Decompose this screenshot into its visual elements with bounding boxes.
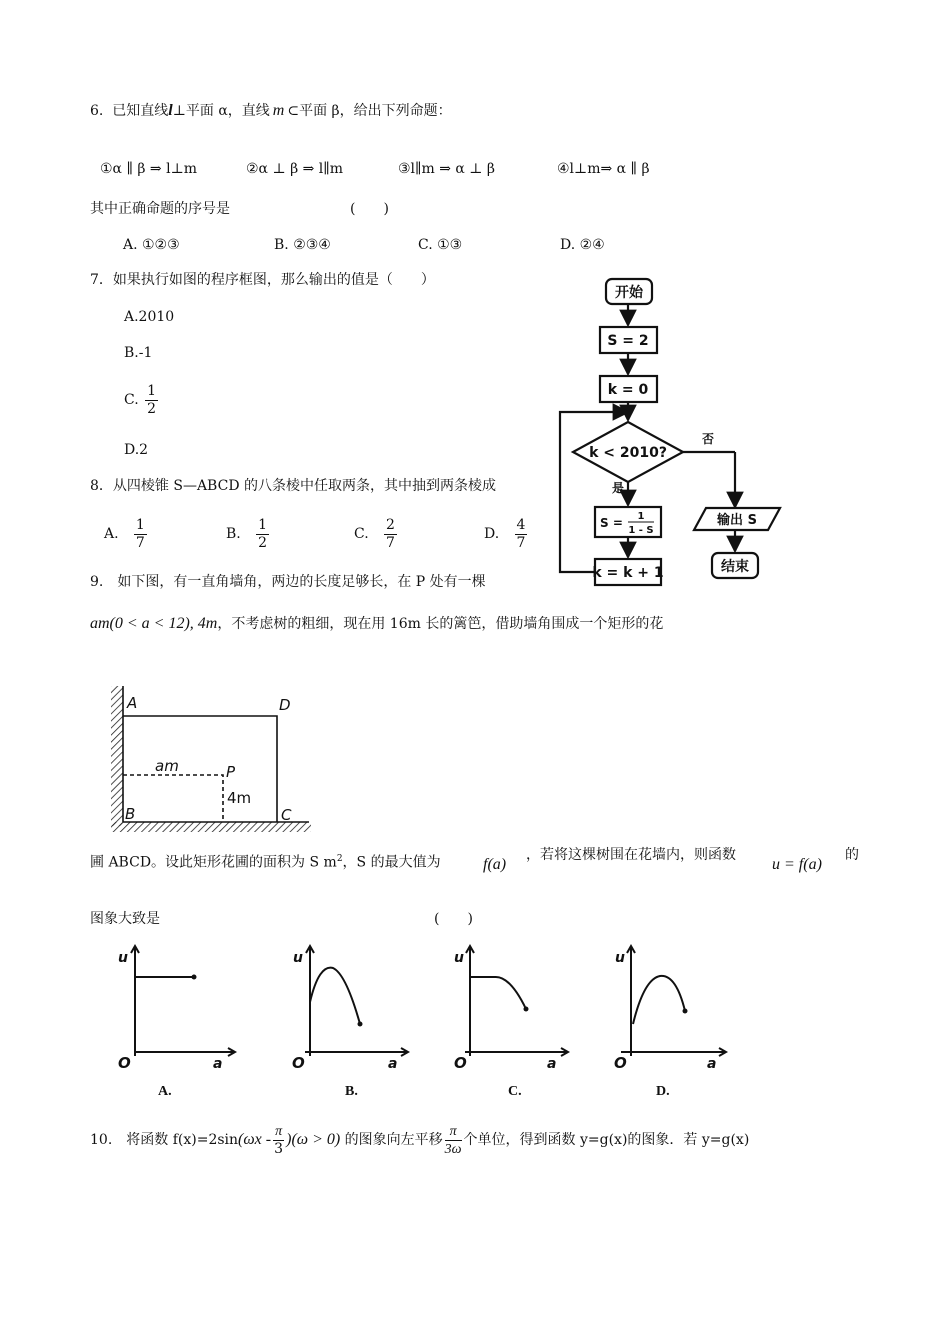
fig-label-a: A: [127, 694, 138, 712]
q6-option-d: D. ②④: [560, 237, 605, 253]
graph-d-curve: [633, 976, 685, 1024]
graph-b-o-label: O: [292, 1054, 305, 1072]
q9-line-4: 图象大致是: [90, 911, 160, 927]
q9-garden-figure: [105, 684, 315, 836]
q7-option-c-fraction: [145, 383, 158, 418]
fig-label-am: am: [155, 757, 179, 775]
flow-end-text: 结束: [721, 559, 749, 575]
q8-option-b-numerator: 1: [258, 516, 268, 533]
q8-option-a-denominator: 7: [135, 534, 145, 551]
garden-rectangle: [123, 716, 277, 822]
q8-option-c: [354, 512, 399, 556]
q9-line-3a: 圃 ABCD。设此矩形花圃的面积为 S m: [90, 854, 337, 871]
graph-d-label: D.: [656, 1084, 670, 1099]
flow-start-text: 开始: [615, 285, 643, 301]
graph-c-a-label: a: [547, 1056, 557, 1072]
graph-b-label: B.: [345, 1084, 358, 1099]
flow-increment-text: k = k + 1: [592, 565, 664, 581]
q6-proposition-4: ④l⊥m⇒ α ∥ β: [557, 161, 650, 177]
flow-output-text: 输出 S: [717, 513, 757, 528]
q7-option-a: A.2010: [124, 309, 175, 325]
q8-option-a-numerator: 1: [135, 516, 145, 533]
tree-dashed-lines: [123, 775, 223, 822]
flow-s2-text: S = 2: [607, 333, 649, 349]
q10-three: 3: [274, 1140, 284, 1157]
q9-line-1: 9. 如下图，有一直角墙角，两边的长度足够长，在 P 处有一棵: [90, 574, 486, 590]
graph-b: [288, 944, 418, 1074]
q10-close: )(ω > 0): [286, 1131, 341, 1148]
q8-option-c-denominator: 7: [386, 534, 395, 551]
fig-label-c: C: [281, 806, 292, 824]
q6-var-l: l: [168, 102, 173, 119]
graph-c-u-label: u: [454, 950, 464, 966]
q8-option-b-label: B.: [226, 526, 241, 542]
graph-b-a-label: a: [388, 1056, 398, 1072]
q9-square-superscript: 2: [336, 854, 343, 864]
graph-d-a-label: a: [707, 1056, 717, 1072]
q8-option-b: [226, 512, 271, 556]
graph-d-o-label: O: [614, 1054, 627, 1072]
q6-option-b: B. ②③④: [274, 237, 331, 253]
q6-text-1: 已知直线: [112, 103, 169, 119]
flow-assign-left: S =: [600, 516, 623, 530]
graph-c-o-label: O: [454, 1054, 467, 1072]
flow-yes-label: 是: [612, 481, 625, 495]
q6-var-m: m: [272, 102, 285, 119]
flow-k0-text: k = 0: [607, 382, 649, 398]
fig-label-b: B: [125, 805, 136, 823]
flow-condition-text: k < 2010?: [589, 445, 667, 461]
q7-option-c-numerator: 1: [147, 382, 157, 399]
q8-option-c-fraction: [384, 517, 397, 552]
graph-b-u-label: u: [293, 950, 303, 966]
q6-proposition-2: ②α ⊥ β ⇒ l∥m: [246, 161, 344, 177]
q9-line-3d: 的: [845, 847, 859, 863]
fig-label-d: D: [279, 696, 291, 714]
q6-number: 6.: [90, 103, 104, 119]
graph-d-endpoint: [683, 1009, 688, 1014]
graph-a-u-label: u: [118, 950, 128, 966]
graph-d-u-label: u: [615, 950, 625, 966]
q7-option-c-label: C.: [124, 392, 139, 408]
graph-a-endpoint: [192, 975, 197, 980]
graph-a: [110, 944, 240, 1074]
q9-line-3b: ，S 的最大值为: [342, 854, 441, 871]
q8-option-d-fraction: [515, 517, 528, 552]
q8-option-b-fraction: [256, 517, 269, 552]
q10-three-omega: 3ω: [444, 1141, 462, 1157]
q6-text-2: ⊥平面 α，直线: [172, 103, 270, 119]
graph-c-endpoint: [524, 1007, 529, 1012]
q8-option-d-numerator: 4: [516, 516, 526, 533]
q10-pi-over-3w: [445, 1123, 462, 1158]
graph-d: [606, 944, 736, 1074]
graph-b-curve: [310, 968, 360, 1024]
graph-a-label: A.: [158, 1084, 172, 1099]
fig-label-4m: 4m: [227, 789, 252, 807]
q6-ask: 其中正确命题的序号是: [90, 201, 230, 217]
q10-pi-2: π: [445, 1123, 462, 1141]
flow-assign-numerator: 1: [637, 511, 645, 522]
flow-no-label: 否: [702, 432, 715, 446]
q8-option-b-denominator: 2: [258, 534, 268, 551]
wall-vertical-hatch: [111, 686, 123, 826]
graph-a-a-label: a: [213, 1056, 223, 1072]
q8-option-c-numerator: 2: [386, 516, 395, 533]
q10-open: (ωx -: [238, 1131, 272, 1148]
q7-option-b: B.-1: [124, 345, 153, 361]
q8-option-a-fraction: [134, 517, 147, 552]
q6-proposition-1: ①α ∥ β ⇒ l⊥m: [100, 161, 198, 177]
q9-fa: f(a): [483, 856, 507, 873]
graph-a-o-label: O: [118, 1054, 131, 1072]
q7-option-c-denominator: 2: [147, 400, 157, 417]
q10-line: [90, 1118, 749, 1162]
q8-option-a: [104, 512, 149, 556]
fig-label-p: P: [226, 763, 236, 781]
q9-line-2-text: ，不考虑树的粗细，现在用 16m 长的篱笆，借助墙角围成一个矩形的花: [217, 616, 664, 632]
q10-pi: π: [275, 1123, 283, 1139]
q7-option-c: [124, 378, 160, 422]
graph-c-label: C.: [508, 1084, 522, 1099]
q9-answer-paren: ( ): [434, 911, 473, 927]
graph-b-endpoint: [358, 1022, 363, 1027]
q6-stem: [90, 101, 452, 121]
q8-option-d-denominator: 7: [516, 534, 526, 551]
q9-line-3c: ，若将这棵树围在花墙内，则函数: [526, 847, 736, 863]
q6-answer-paren: ( ): [350, 201, 389, 217]
q9-expression: am(0 < a < 12), 4m: [90, 615, 218, 632]
q10-text-3: 个单位，得到函数 y=g(x)的图象．若 y=g(x): [463, 1132, 750, 1148]
q7-flowchart: [550, 272, 790, 602]
q9-line-2: [90, 614, 663, 634]
q7-stem: 7．如果执行如图的程序框图，那么输出的值是（ ）: [90, 272, 435, 288]
flow-assign-denominator: 1 - S: [628, 525, 654, 536]
graph-c-curve: [470, 977, 526, 1009]
q6-proposition-3: ③l∥m ⇒ α ⊥ β: [398, 161, 496, 177]
q8-option-a-label: A.: [104, 526, 119, 542]
graph-c: [450, 944, 580, 1074]
q9-line-3: [90, 845, 441, 877]
q6-option-c: C. ①③: [418, 237, 463, 253]
q8-stem: 8．从四棱锥 S—ABCD 的八条棱中任取两条，其中抽到两条棱成: [90, 478, 496, 494]
q10-pi-over-3: [273, 1123, 284, 1158]
q6-text-3: ⊂平面 β，给出下列命题：: [287, 103, 452, 119]
q6-option-a: A. ①②③: [123, 237, 180, 253]
q10-text-2: 的图象向左平移: [344, 1132, 443, 1148]
q10-text-1: 10. 将函数 f(x)=2sin: [90, 1132, 239, 1148]
q7-option-d: D.2: [124, 442, 149, 458]
q8-option-d: [484, 512, 529, 556]
q8-option-d-label: D.: [484, 526, 500, 542]
q8-option-c-label: C.: [354, 526, 369, 542]
q9-ufa: u = f(a): [772, 856, 822, 873]
